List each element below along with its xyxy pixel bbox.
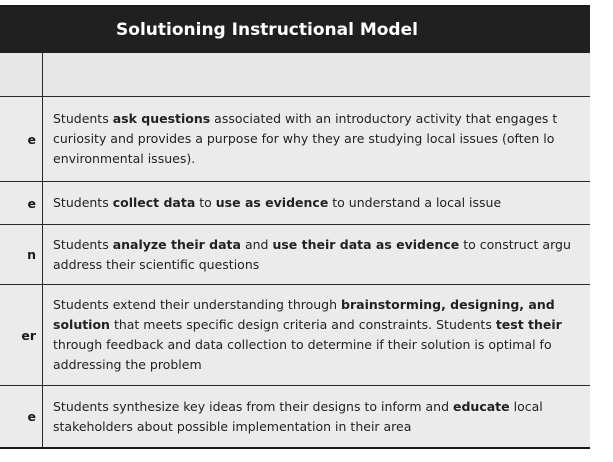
table-row [0, 224, 590, 284]
emphasis-text: collect data [112, 195, 196, 210]
phase-label: e [27, 131, 36, 147]
description-text: Students synthesize key ideas from their designs to inform and [53, 398, 453, 414]
description-text: addressing the problem [53, 357, 202, 372]
description-text: local [509, 398, 543, 414]
phase-description [53, 295, 613, 375]
description-line [53, 315, 613, 335]
description-line [53, 355, 613, 375]
description-text: through feedback and data collection to determine if their solution is optimal fo [53, 337, 552, 352]
instructional-model-table [0, 5, 590, 449]
phase-description [53, 235, 613, 275]
phase-description-cell [43, 97, 613, 181]
description-text: to understand a local issue [328, 195, 502, 210]
description-line [53, 417, 613, 437]
table-header-row [0, 53, 590, 96]
description-line [53, 295, 613, 315]
phase-description-cell [43, 182, 613, 224]
emphasis-text: educate [453, 398, 510, 414]
description-text: Students [53, 111, 113, 126]
phase-description [53, 397, 613, 437]
emphasis-text: use as evidence [215, 195, 329, 210]
header-label-cell [0, 53, 43, 96]
emphasis-text: use their data as evidence [272, 236, 460, 252]
emphasis-text: test their [495, 317, 562, 332]
description-text: to construct argu [459, 236, 571, 252]
phase-description-cell [43, 386, 613, 447]
description-text: to [195, 195, 216, 210]
phase-label: e [27, 195, 36, 211]
description-text: stakeholders about possible implementation in their area [53, 418, 412, 434]
table-title: Solutioning Instructional Model [116, 20, 418, 40]
table-row [0, 284, 590, 385]
description-line [53, 235, 613, 255]
description-text: Students [53, 236, 113, 252]
description-text: and [240, 236, 273, 252]
emphasis-text: solution [53, 317, 110, 332]
phase-label-cell [0, 285, 43, 385]
emphasis-text: analyze their data [112, 236, 241, 252]
description-text: environmental issues). [53, 151, 196, 166]
table-row [0, 181, 590, 224]
description-text: curiosity and provides a purpose for why they are studying local issues (often lo [53, 131, 555, 146]
phase-label: er [21, 327, 36, 343]
description-line [53, 397, 613, 417]
phase-label-cell [0, 225, 43, 284]
description-text: address their scientific questions [53, 256, 260, 272]
header-description-cell [43, 53, 590, 96]
description-line [53, 129, 613, 149]
description-text: associated with an introductory activity that engages t [210, 111, 558, 126]
phase-label-cell [0, 97, 43, 181]
description-text: that meets specific design criteria and constraints. Students [109, 317, 496, 332]
description-text: Students [53, 195, 113, 210]
phase-description [53, 109, 613, 169]
phase-description-cell [43, 225, 613, 284]
description-line [53, 149, 613, 169]
description-line [53, 193, 613, 213]
phase-label: e [27, 409, 36, 424]
emphasis-text: ask questions [112, 111, 211, 126]
phase-description-cell [43, 285, 613, 385]
phase-label: n [27, 247, 36, 262]
table-row [0, 385, 590, 447]
phase-description [53, 193, 613, 213]
description-line [53, 335, 613, 355]
description-line [53, 255, 613, 275]
table-title-bar [0, 7, 590, 53]
phase-label-cell [0, 182, 43, 224]
description-text: Students extend their understanding through [53, 297, 342, 312]
table-row [0, 96, 590, 181]
description-line [53, 109, 613, 129]
emphasis-text: brainstorming, designing, and [341, 297, 555, 312]
phase-label-cell [0, 386, 43, 447]
